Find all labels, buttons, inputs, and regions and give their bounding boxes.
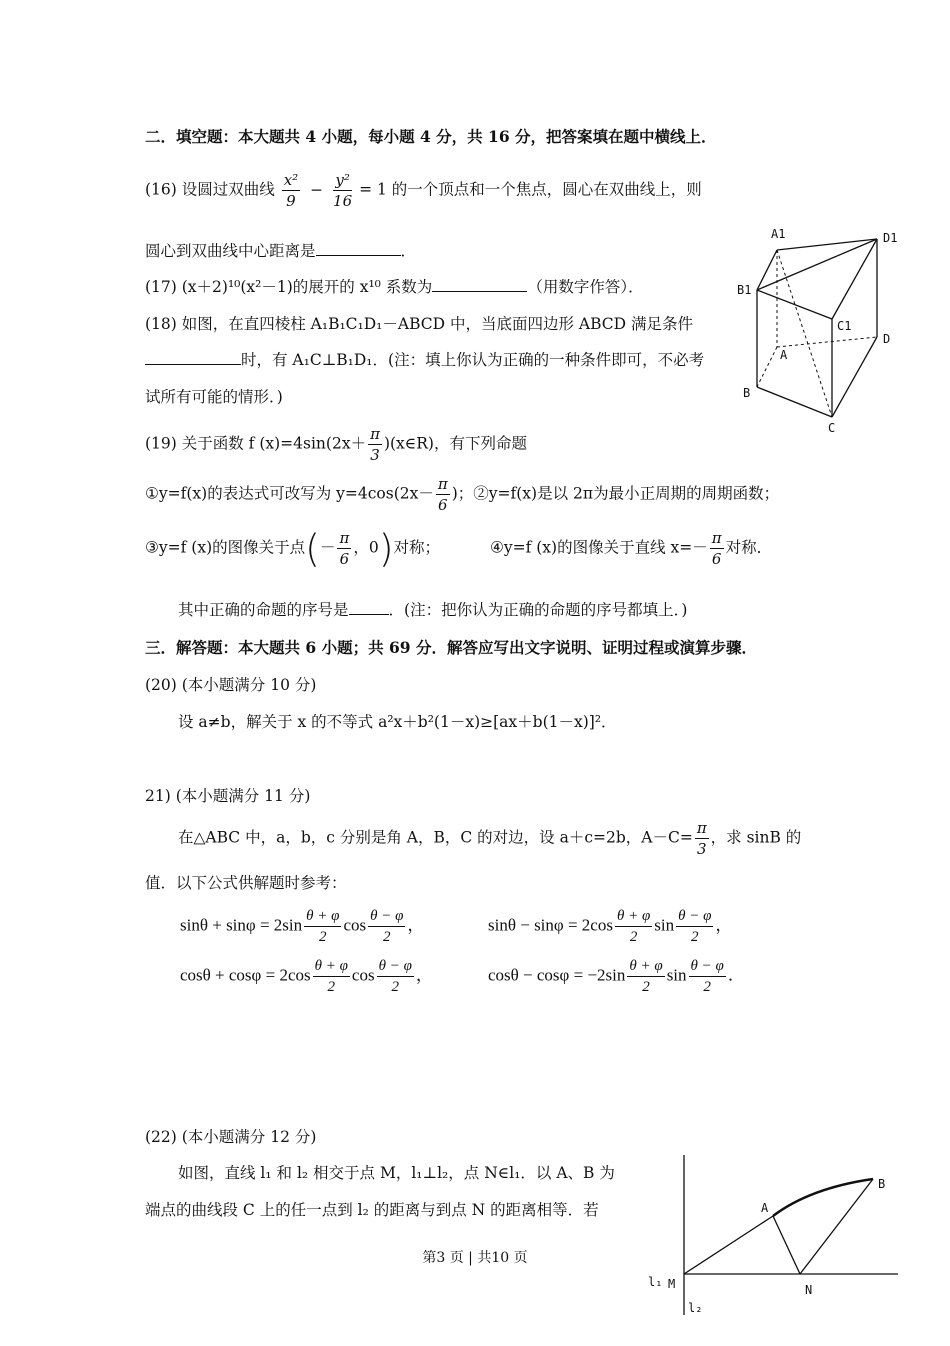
- edge-b1-d1: [757, 239, 877, 290]
- q19-item3-suffix: 对称；: [393, 538, 441, 557]
- q19-closing-suffix: ．(注：把你认为正确的命题的序号都填上．): [388, 601, 688, 619]
- q19-item2-text: )；②y=f(x)是以 2π为最小正周期的周期函数；: [451, 484, 780, 503]
- edge-c1-d1: [832, 239, 877, 319]
- formula-diff-sin: [488, 906, 732, 947]
- frac-den: 9: [286, 192, 296, 210]
- q19-item4-suffix: 对称．: [725, 538, 773, 557]
- formula-comma: ，: [715, 915, 733, 935]
- formula-mid: sin: [666, 965, 687, 985]
- frac-num: θ + φ: [615, 906, 652, 927]
- q19-intro: [145, 424, 527, 465]
- edge-a-b: [757, 347, 777, 387]
- formula-mid: cos: [343, 915, 367, 935]
- formula-left: sinθ − sinφ = 2cos: [488, 915, 613, 935]
- page-footer: 第3 页 | 共10 页: [422, 1250, 528, 1266]
- label-d1: D1: [883, 231, 898, 245]
- q19-closing: [178, 599, 687, 621]
- formula-comma: ，: [415, 965, 433, 985]
- formula-left: cosθ − cosφ = −2sin: [488, 965, 626, 985]
- diag-a1-c: [777, 250, 832, 417]
- q17-suffix: （用数字作答）: [527, 278, 629, 296]
- answer-blank: [432, 277, 527, 292]
- fraction-half-diff: [377, 956, 414, 997]
- formula-left: cosθ + cosφ = 2cos: [180, 965, 311, 985]
- frac-den: 6: [339, 550, 350, 568]
- q21-body-text: 在△ABC 中，a，b，c 分别是角 A，B，C 的对边，设 a＋c=2b，A－C=: [178, 828, 693, 847]
- frac-num: y²: [333, 170, 352, 191]
- formula-period: ．: [727, 965, 745, 985]
- frac-num: π: [370, 425, 380, 443]
- fraction-pi-6: [710, 528, 724, 569]
- q21-body2: 值．以下公式供解题时参考：: [145, 874, 347, 892]
- q16-prefix: (16) 设圆过双曲线: [145, 180, 275, 199]
- q19-intro-text: (19) 关于函数 f (x)=4sin(2x＋: [145, 434, 367, 453]
- fraction-pi-3: [695, 818, 709, 859]
- q21-body: [178, 818, 801, 859]
- fraction-half-sum: [627, 956, 664, 997]
- fraction-half-sum: [304, 906, 341, 947]
- frac-den: 3: [696, 840, 707, 858]
- frac-num: θ + φ: [304, 906, 341, 927]
- label-d: D: [883, 332, 891, 346]
- frac-den: 6: [438, 496, 448, 514]
- frac-den: 2: [383, 929, 391, 945]
- q16-line2-text: 圆心到双曲线中心距离是: [145, 242, 316, 260]
- label-m: M: [668, 1277, 676, 1291]
- q18-line1: (18) 如图，在直四棱柱 A₁B₁C₁D₁－ABCD 中，当底面四边形 ABCD 满足条件: [145, 315, 693, 333]
- q21-body-suffix: ，求 sinB 的: [710, 828, 802, 847]
- section-2-heading: 二．填空题：本大题共 4 小题，每小题 4 分，共 16 分，把答案填在题中横线上．: [145, 127, 717, 146]
- section-3-heading: 三．解答题：本大题共 6 小题；共 69 分．解答应写出文字说明、证明过程或演算步骤．: [145, 638, 757, 657]
- frac-num: θ + φ: [313, 956, 350, 977]
- edge-b-c: [757, 387, 832, 417]
- formula-comma: ，: [407, 915, 425, 935]
- fraction-half-sum: [313, 956, 350, 997]
- q19-items-1-2: [145, 474, 779, 515]
- frac-num: π: [339, 529, 350, 547]
- q21-header: 21) (本小题满分 11 分): [145, 787, 311, 805]
- q20-body: 设 a≠b，解关于 x 的不等式 a²x＋b²(1－x)≥[ax＋b(1－x)]²．: [178, 713, 617, 731]
- frac-num: π: [437, 475, 448, 493]
- q19-item4-text: ④y=f (x)的图像关于直线 x=－: [489, 538, 708, 557]
- q22-line2: 端点的曲线段 C 上的任一点到 l₂ 的距离与到点 N 的距离相等．若: [145, 1201, 599, 1219]
- frac-den: 2: [327, 979, 336, 995]
- frac-num: π: [711, 529, 722, 547]
- edge-c-d: [832, 337, 877, 417]
- q19-item1-text: ①y=f(x)的表达式可改写为 y=4cos(2x－: [145, 484, 434, 503]
- frac-den: 2: [319, 929, 327, 945]
- q17-text: (17) (x＋2)¹⁰(x²－1)的展开的 x¹⁰ 系数为: [145, 278, 433, 296]
- frac-num: θ − φ: [377, 956, 414, 977]
- q22-line1: 如图，直线 l₁ 和 l₂ 相交于点 M，l₁⊥l₂，点 N∈l₁．以 A、B 为: [178, 1164, 615, 1182]
- frac-num: θ + φ: [627, 956, 664, 977]
- frac-den: 2: [703, 979, 711, 995]
- frac-num: θ − φ: [676, 906, 713, 927]
- q18-line2: [145, 349, 704, 371]
- curve-figure: [640, 1150, 900, 1320]
- frac-den: 2: [629, 929, 638, 945]
- fraction-x2-9: [282, 170, 300, 211]
- edge-b1-c1: [757, 290, 832, 319]
- q18-line3: 试所有可能的情形．): [145, 388, 283, 406]
- fraction-half-diff: [689, 956, 726, 997]
- question-16: (16) 设圆过双曲线 $\frac{\text{x²}}{9}$ − $\frac{\text{y²}}{16}$ = 1 的一个顶点和一个焦点，圆心在双曲线上，则: [145, 171, 702, 210]
- answer-blank: [145, 350, 241, 365]
- q19-intro-suffix: )(x∈R)，有下列命题: [383, 434, 527, 453]
- answer-blank: [316, 241, 401, 256]
- frac-num: θ − φ: [368, 906, 405, 927]
- label-b1: B1: [737, 283, 752, 297]
- fraction-pi-6: [436, 474, 450, 515]
- label-l1: l₁: [648, 1275, 663, 1289]
- frac-num: θ − φ: [689, 956, 726, 977]
- frac-den: 16: [333, 192, 353, 210]
- fraction-half-sum: [615, 906, 652, 947]
- q19-items-3-4: ③y=f (x)的图像关于点(－ $\frac{\pi}{6}$ ，0)对称； ④y=f (x)的图像关于直线 x=－ $\frac{\pi}{6}$ 对称．: [145, 526, 773, 571]
- prism-figure: [735, 222, 910, 437]
- formula-sum-sin: [180, 906, 424, 947]
- label-n: N: [805, 1283, 813, 1297]
- fraction-y2-16: [333, 170, 352, 211]
- q18-line2-text: 时，有 A₁C⊥B₁D₁．(注：填上你认为正确的一种条件即可，不必考: [241, 351, 705, 369]
- formula-mid: cos: [351, 965, 375, 985]
- fraction-half-diff: [368, 906, 405, 947]
- label-c1: C1: [837, 319, 852, 333]
- edge-a1-b1: [757, 250, 777, 290]
- answer-blank: [349, 600, 389, 615]
- q16-line2: 圆心到双曲线中心距离是 ．: [145, 242, 417, 260]
- formula-mid: sin: [654, 915, 675, 935]
- frac-den: 6: [711, 550, 722, 568]
- frac-den: 3: [370, 446, 380, 464]
- label-c: C: [828, 421, 836, 435]
- formula-diff-cos: [488, 956, 745, 997]
- q22-header: (22) (本小题满分 12 分): [145, 1128, 317, 1146]
- q19-item3-minus: －: [319, 538, 336, 557]
- question-17: (17) (x＋2)¹⁰(x²－1)的展开的 x¹⁰ 系数为 （用数字作答）．: [145, 278, 644, 296]
- frac-den: 2: [642, 979, 650, 995]
- q19-item3-text: ③y=f (x)的图像关于点: [145, 538, 306, 557]
- fraction-half-diff: [676, 906, 713, 947]
- q19-item3-zero: ，0: [353, 538, 379, 557]
- label-a1: A1: [771, 227, 786, 241]
- frac-den: 2: [691, 929, 699, 945]
- q19-closing-text: 其中正确的命题的序号是: [178, 601, 349, 619]
- formula-sum-cos: [180, 956, 433, 997]
- frac-num: π: [696, 819, 707, 837]
- label-l2: l₂: [688, 1301, 703, 1315]
- label-a: A: [761, 1201, 769, 1215]
- q16-suffix: = 1 的一个顶点和一个焦点，圆心在双曲线上，则: [359, 180, 702, 199]
- frac-den: 2: [391, 979, 399, 995]
- q20-header: (20) (本小题满分 10 分): [145, 676, 317, 694]
- fraction-pi-3: [368, 424, 382, 465]
- edge-a1-d1: [777, 239, 877, 250]
- frac-num: x²: [283, 171, 299, 189]
- label-b: B: [743, 386, 751, 400]
- label-b: B: [878, 1177, 886, 1191]
- edge-a-d: [777, 337, 877, 347]
- formula-left: sinθ + sinφ = 2sin: [180, 915, 303, 935]
- fraction-pi-6: [337, 528, 351, 569]
- label-a: A: [780, 348, 788, 362]
